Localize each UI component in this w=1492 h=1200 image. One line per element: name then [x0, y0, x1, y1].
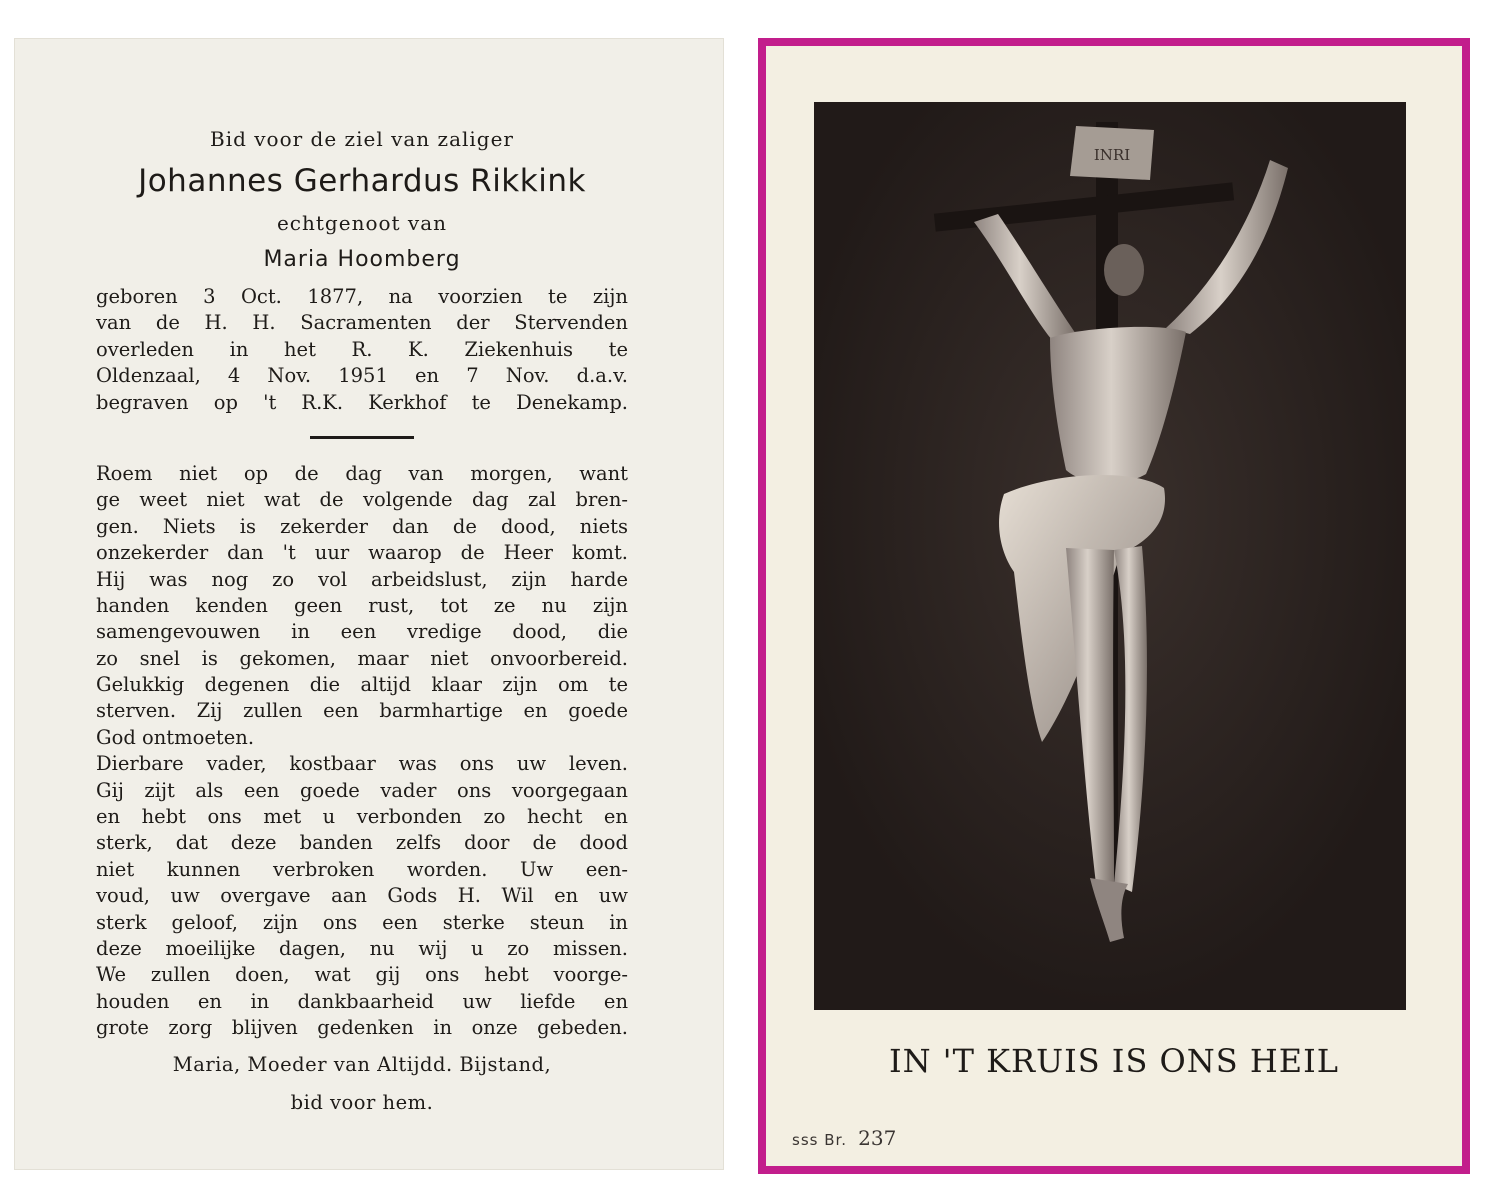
text-line: voud, uw overgave aan Gods H. Wil en uw: [96, 884, 628, 908]
bio-line: van de H. H. Sacramenten der Stervenden: [96, 311, 628, 335]
bio-line: geboren 3 Oct. 1877, na voorzien te zijn: [96, 285, 628, 308]
printer-number: 237: [858, 1126, 897, 1150]
bio-paragraph: [96, 284, 628, 416]
text-line: gen. Niets is zekerder dan de dood, niets: [96, 514, 628, 538]
text-line: zo snel is gekomen, maar niet onvoorbereid.: [96, 646, 628, 670]
text-line: ge weet niet wat de volgende dag zal bren-: [96, 488, 628, 512]
text-line: Roem niet op de dag van morgen, want: [96, 461, 628, 485]
text-line: onzekerder dan 't uur waarop de Heer komt.: [96, 541, 628, 565]
card-paper: [766, 46, 1462, 1166]
text-line: Gelukkig degenen die altijd klaar zijn om te: [96, 673, 628, 697]
printer-label: sss Br.: [792, 1131, 848, 1149]
motto-caption: IN 'T KRUIS IS ONS HEIL: [888, 1042, 1340, 1080]
spouse-name: Maria Hoomberg: [263, 247, 461, 272]
text-line: samengevouwen in een vredige dood, die: [96, 620, 628, 644]
bio-line: Oldenzaal, 4 Nov. 1951 en 7 Nov. d.a.v.: [96, 364, 628, 388]
inri-plaque: [1070, 126, 1154, 180]
text-line: Hij was nog zo vol arbeidslust, zijn harde: [96, 567, 628, 591]
text-line: Dierbare vader, kostbaar was ons uw leven.: [96, 752, 628, 776]
text-column: [96, 124, 628, 1116]
crucifix-illustration: [814, 102, 1406, 1010]
printer-mark: [792, 1126, 896, 1150]
prayer-closing: bid voor hem.: [290, 1090, 434, 1114]
prayer-line: Maria, Moeder van Altijdd. Bijstand,: [172, 1052, 552, 1076]
text-line: handen kenden geen rust, tot ze nu zijn: [96, 593, 628, 617]
inri-text: INRI: [1093, 146, 1131, 164]
bio-line: begraven op 't R.K. Kerkhof te Denekamp.: [96, 390, 628, 414]
memorial-card-text-side: [14, 38, 724, 1170]
relation-line: echtgenoot van: [276, 211, 448, 235]
memorial-text: [96, 461, 628, 1042]
crucifixion-picture: [814, 102, 1406, 1010]
memorial-card-image-side: [758, 38, 1470, 1174]
text-line: sterk, dat deze banden zelfs door de dood: [96, 831, 628, 855]
deceased-name: Johannes Gerhardus Rikkink: [138, 163, 586, 199]
text-line: We zullen doen, wat gij ons hebt voorge-: [96, 963, 628, 987]
text-line: en hebt ons met u verbonden zo hecht en: [96, 805, 628, 829]
divider-rule: [310, 436, 414, 439]
bio-line: overleden in het R. K. Ziekenhuis te: [96, 337, 628, 361]
text-line: grote zorg blijven gedenken in onze gebeden.: [96, 1016, 628, 1040]
intro-line: Bid voor de ziel van zaliger: [210, 127, 514, 151]
text-line: sterven. Zij zullen een barmhartige en goede: [96, 699, 628, 723]
text-line: houden en in dankbaarheid uw liefde en: [96, 989, 628, 1013]
head: [1104, 244, 1144, 296]
text-line: niet kunnen verbroken worden. Uw een-: [96, 857, 628, 881]
text-line: God ontmoeten.: [96, 725, 255, 749]
text-line: sterk geloof, zijn ons een sterke steun in: [96, 910, 628, 934]
text-line: deze moeilijke dagen, nu wij u zo missen.: [96, 936, 628, 960]
text-line: Gij zijt als een goede vader ons voorgegaan: [96, 778, 628, 802]
